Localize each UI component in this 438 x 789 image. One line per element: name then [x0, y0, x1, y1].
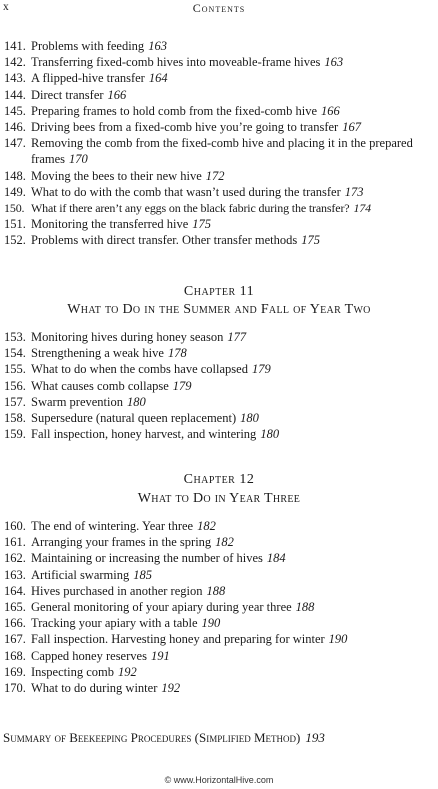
toc-entry[interactable]: 156. What causes comb collapse 179 — [4, 378, 192, 393]
toc-list-chapter-11 — [0, 329, 438, 442]
toc-entry[interactable]: 149. What to do with the comb that wasn’t used during the transfer 173 — [4, 184, 364, 199]
toc-entry[interactable]: 160. The end of wintering. Year three 182 — [4, 519, 216, 533]
page-number: x — [3, 1, 9, 13]
toc-entry[interactable]: 164. Hives purchased in another region 188 — [4, 583, 226, 598]
toc-list-continued — [0, 38, 438, 249]
summary-entry[interactable] — [3, 730, 325, 746]
chapter-11-title: What to Do in the Summer and Fall of Year Two — [67, 302, 371, 317]
page-header — [0, 0, 438, 16]
toc-entry[interactable]: 161. Arranging your frames in the spring 182 — [4, 535, 234, 550]
toc-entry[interactable]: 154. Strengthening a weak hive 178 — [4, 346, 187, 361]
summary-title: Summary of Beekeeping Procedures (Simplified Method) — [3, 730, 301, 745]
summary-page: 193 — [305, 730, 325, 745]
toc-entry[interactable]: 159. Fall inspection, honey harvest, and wintering 180 — [4, 427, 280, 442]
toc-entry[interactable]: 166. Tracking your apiary with a table 190 — [4, 616, 221, 631]
toc-entry[interactable]: 150. What if there aren’t any eggs on the black fabric during the transfer? 174 — [4, 201, 372, 216]
toc-entry[interactable]: 151. Monitoring the transferred hive 175 — [4, 217, 211, 232]
toc-entry[interactable]: 165. General monitoring of your apiary during year three 188 — [4, 600, 315, 615]
toc-entry[interactable]: 143. A flipped-hive transfer 164 — [4, 71, 168, 86]
toc-entry[interactable]: 153. Monitoring hives during honey season 177 — [4, 330, 247, 344]
toc-entry[interactable]: 163. Artificial swarming 185 — [4, 567, 152, 582]
toc-entry[interactable]: 162. Maintaining or increasing the number of hives 184 — [4, 551, 286, 566]
footer-copyright: © www.HorizontalHive.com — [164, 775, 274, 785]
toc-entry[interactable]: 147. Removing the comb from the fixed-comb hive and placing it in the prepared frames 170 — [4, 136, 413, 167]
toc-entry[interactable]: 145. Preparing frames to hold comb from the fixed-comb hive 166 — [4, 103, 340, 118]
toc-entry[interactable]: 168. Capped honey reserves 191 — [4, 648, 170, 663]
toc-list-chapter-12 — [0, 518, 438, 696]
toc-entry[interactable]: 157. Swarm prevention 180 — [4, 394, 146, 409]
toc-entry[interactable]: 148. Moving the bees to their new hive 172 — [4, 168, 225, 183]
toc-entry[interactable]: 146. Driving bees from a fixed-comb hive you’re going to transfer 167 — [4, 120, 361, 135]
toc-entry[interactable]: 152. Problems with direct transfer. Other transfer methods 175 — [4, 233, 320, 248]
toc-entry[interactable]: 155. What to do when the combs have collapsed 179 — [4, 362, 271, 377]
toc-entry[interactable]: 158. Supersedure (natural queen replacement) 180 — [4, 411, 259, 426]
running-head: Contents — [192, 1, 246, 15]
toc-entry[interactable]: 169. Inspecting comb 192 — [4, 664, 137, 679]
toc-entry[interactable]: 144. Direct transfer 166 — [4, 87, 127, 102]
toc-entry[interactable]: 142. Transferring fixed-comb hives into moveable-frame hives 163 — [4, 55, 344, 70]
toc-entry[interactable]: 170. What to do during winter 192 — [4, 681, 181, 696]
chapter-12-label: Chapter 12 — [183, 472, 255, 487]
chapter-12-title: What to Do in Year Three — [137, 491, 301, 506]
toc-entry[interactable]: 141. Problems with feeding 163 — [4, 39, 167, 53]
toc-entry[interactable]: 167. Fall inspection. Harvesting honey and preparing for winter 190 — [4, 632, 348, 647]
chapter-11-label: Chapter 11 — [183, 284, 255, 299]
